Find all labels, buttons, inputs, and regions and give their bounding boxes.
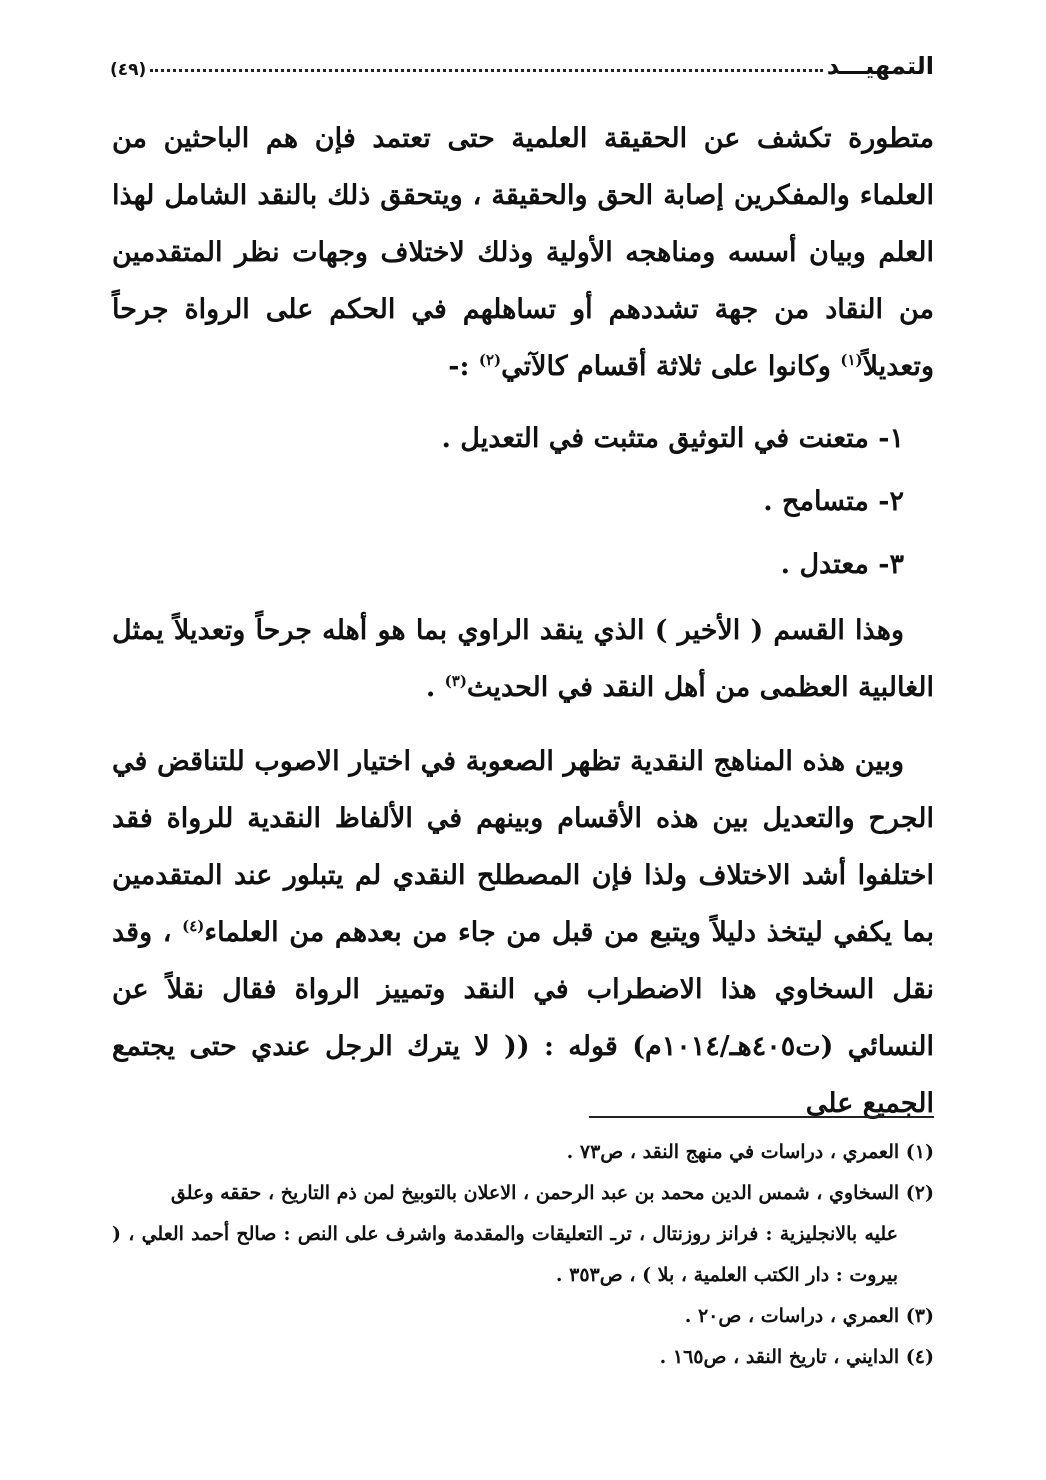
paragraph-1-text: متطورة تكشف عن الحقيقة العلمية حتى تعتمد فإن هم الباحثين من العلماء والمفكرين إصابة الحق والحقيقة ، ويتحقق ذلك بالنقد الشامل لهذا العلم وبيان أسسه ومناهجه الأولية وذلك لاختلاف وجهات نظر المتقدمين من النقاد من جهة تشددهم أو تساهلهم في الحكم على الرواة جرحاً وتعديلاً (112, 123, 934, 382)
footnote-ref-1: (١) (840, 351, 863, 369)
footnote-2 (112, 1173, 934, 1296)
chapter-title: التمهيـــد (826, 52, 934, 80)
paragraph-1 (112, 110, 934, 395)
list-item: ٢- متسامح . (763, 486, 904, 517)
paragraph-2-tail: . (425, 672, 445, 703)
footnote-ref-2: (٢) (478, 351, 502, 369)
running-header (110, 40, 934, 80)
footnote-text: الدايني ، تاريخ النقد ، ص١٦٥ . (659, 1346, 906, 1368)
footnote-1 (112, 1132, 934, 1173)
footnote-number: (٢) (905, 1182, 934, 1204)
footnote-3 (112, 1296, 934, 1337)
footnote-ref-3: (٣) (444, 672, 467, 690)
list-item: ٣- معتدل . (780, 549, 904, 580)
main-text (112, 110, 934, 1132)
footnote-number: (٤) (905, 1346, 934, 1368)
footnote-text: العمري ، دراسات ، ص٢٠ . (684, 1305, 906, 1327)
footnote-separator (589, 1116, 934, 1118)
footnote-continuation: عليه بالانجليزية : فرانز روزنتال ، ترـ التعليقات والمقدمة واشرف على النص : صالح أحمد العلي ، ( بيروت : دار الكتب العلمية ، بلا ) ، ص٣٥٣ . (112, 1223, 898, 1286)
paragraph-3 (112, 733, 934, 1132)
footnote-ref-4: (٤) (182, 917, 205, 935)
page-number: (٤٩) (110, 60, 147, 80)
paragraph-2 (112, 602, 934, 716)
paragraph-3-text: وبين هذه المناهج النقدية تظهر الصعوبة في اختيار الاصوب للتناقض في الجرح والتعديل بين هذه الأقسام وبينهم في الألفاظ النقدية للرواة فقد اختلفوا أشد الاختلاف ولذا فإن المصطلح النقدي لم يتبلور عند المتقدمين بما يكفي ليتخذ دليلاً ويتبع من قبل من جاء من بعدهم من العلماء (112, 746, 934, 948)
footnote-text: العمري ، دراسات في منهج النقد ، ص٧٣ . (566, 1141, 906, 1163)
list-item: ١- متعنت في التوثيق متثبت في التعديل . (441, 423, 904, 454)
paragraph-1-text-3: :- (448, 351, 479, 382)
footnotes (112, 1132, 934, 1378)
paragraph-2-text: وهذا القسم ( الأخير ) الذي ينقد الراوي بما هو أهله جرحاً وتعديلاً يمثل الغالبية العظمى من أهل النقد في الحديث (112, 615, 934, 703)
categories-list (112, 407, 934, 596)
footnote-number: (١) (905, 1141, 934, 1163)
footnote-4 (112, 1337, 934, 1378)
footnote-text: السخاوي ، شمس الدين محمد بن عبد الرحمن ، الاعلان بالتوبيخ لمن ذم التاريخ ، حققه وعلق (170, 1182, 906, 1204)
header-dot-leader (150, 69, 822, 72)
footnote-number: (٣) (905, 1305, 934, 1327)
paragraph-1-text-2: وكانوا على ثلاثة أقسام كالآتي (501, 351, 841, 382)
paragraph-3-tail: ، وقد نقل السخاوي هذا الاضطراب في النقد وتمييز الرواة فقال نقلاً عن النسائي (ت٤٠٥هـ/١٠١٤م) قوله : (( لا يترك الرجل عندي حتى يجتمع الجميع على (112, 917, 934, 1119)
